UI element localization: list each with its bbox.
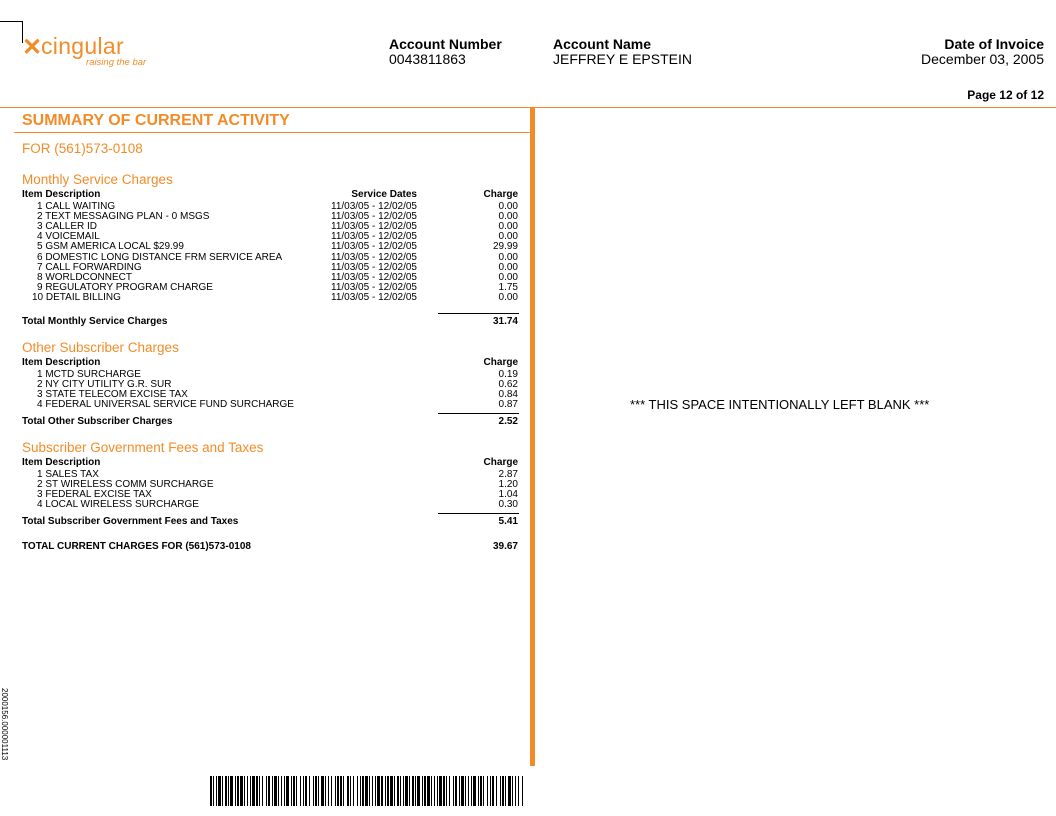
charge-description: 3 FEDERAL EXCISE TAX (37, 489, 152, 501)
charge-description: 4 LOCAL WIRELESS SURCHARGE (37, 499, 199, 511)
barcode-bar (213, 776, 214, 806)
barcode-bar (372, 776, 373, 806)
col-charge: Charge (483, 189, 518, 200)
barcode-bar (259, 776, 260, 806)
barcode-bar (300, 776, 301, 806)
barcode-bar (417, 776, 420, 806)
barcode-bar (268, 776, 270, 806)
gov-table-header (22, 458, 518, 468)
barcode-bar (250, 776, 251, 806)
barcode-bar (473, 776, 476, 806)
barcode-bar (305, 776, 307, 806)
barcode-bar (515, 776, 516, 806)
charge-amount: 0.62 (498, 379, 518, 391)
logo-tagline: raising the bar (86, 57, 147, 68)
barcode-bar (397, 776, 399, 806)
barcode-bar (362, 776, 364, 806)
barcode-bar (303, 776, 304, 806)
barcode-bar (353, 776, 354, 806)
subtotal-rule (438, 513, 519, 514)
barcode-bar (502, 776, 504, 806)
service-dates: 11/03/05 - 12/02/05 (331, 271, 417, 283)
barcode-bar (230, 776, 233, 806)
charge-description: 5 GSM AMERICA LOCAL $29.99 (37, 241, 184, 253)
barcode-bar (508, 776, 511, 806)
charge-amount: 0.00 (498, 271, 518, 283)
other-total-row (22, 417, 518, 427)
charge-amount: 1.04 (498, 489, 518, 501)
barcode-bar (365, 776, 368, 806)
crop-mark (0, 21, 22, 22)
barcode-bar (360, 776, 361, 806)
barcode-bar (222, 776, 223, 806)
barcode-bar (377, 776, 380, 806)
barcode-bar (337, 776, 339, 806)
barcode-bar (446, 776, 447, 806)
barcode-bar (357, 776, 358, 806)
barcode-bar (293, 776, 295, 806)
barcode-bar (405, 776, 408, 806)
charge-amount: 1.75 (498, 281, 518, 293)
service-dates: 11/03/05 - 12/02/05 (331, 221, 417, 233)
charge-amount: 2.87 (498, 469, 518, 480)
barcode-bar (262, 776, 263, 806)
col-item-description: Item Description (22, 457, 101, 468)
barcode-bar (409, 776, 410, 806)
barcode-bar (318, 776, 319, 806)
barcode-bar (347, 776, 349, 806)
col-charge: Charge (483, 357, 518, 368)
barcode-bar (325, 776, 326, 806)
charge-description: 7 CALL FORWARDING (37, 261, 142, 273)
charge-description: 1 MCTD SURCHARGE (37, 369, 141, 380)
charge-description: 2 TEXT MESSAGING PLAN - 0 MSGS (37, 211, 210, 223)
charge-description: 4 FEDERAL UNIVERSAL SERVICE FUND SURCHARGE (37, 399, 294, 411)
other-table-header (22, 358, 518, 368)
col-charge: Charge (483, 457, 518, 468)
charge-description: 2 ST WIRELESS COMM SURCHARGE (37, 479, 214, 491)
blank-space-notice: *** THIS SPACE INTENTIONALLY LEFT BLANK *** (630, 397, 930, 412)
barcode-bar (403, 776, 404, 806)
barcode-bar (315, 776, 317, 806)
barcode-bar (427, 776, 430, 806)
barcode-bar (281, 776, 282, 806)
col-service-dates: Service Dates (351, 189, 417, 200)
grand-total-value: 39.67 (492, 541, 518, 552)
barcode-bar (210, 776, 212, 806)
charge-description: 1 SALES TAX (37, 469, 99, 480)
barcode-bar (434, 776, 435, 806)
barcode-bar (313, 776, 314, 806)
service-dates: 11/03/05 - 12/02/05 (331, 261, 417, 273)
barcode-bar (228, 776, 229, 806)
barcode-bar (480, 776, 482, 806)
charge-amount: 0.87 (498, 399, 518, 411)
monthly-charges-title: Monthly Service Charges (22, 172, 173, 187)
account-number: 0043811863 (389, 51, 466, 67)
barcode-bar (422, 776, 423, 806)
monthly-total-label: Total Monthly Service Charges (22, 316, 168, 327)
col-item-description: Item Description (22, 357, 101, 368)
barcode-bar (400, 776, 401, 806)
barcode-bar (216, 776, 217, 806)
logo-mark-icon: ✕ (22, 34, 43, 61)
barcode-bar (369, 776, 370, 806)
other-total-label: Total Other Subscriber Charges (22, 416, 173, 427)
charge-description: 1 CALL WAITING (37, 201, 116, 212)
barcode (210, 776, 524, 806)
page-number: Page 12 of 12 (967, 88, 1044, 102)
charge-description: 2 NY CITY UTILITY G.R. SUR (37, 379, 172, 391)
barcode-bar (487, 776, 488, 806)
service-dates: 11/03/05 - 12/02/05 (331, 201, 417, 212)
barcode-bar (505, 776, 506, 806)
barcode-bar (309, 776, 310, 806)
barcode-bar (455, 776, 457, 806)
barcode-bar (390, 776, 393, 806)
col-item-description: Item Description (22, 189, 101, 200)
barcode-bar (291, 776, 292, 806)
barcode-bar (518, 776, 519, 806)
other-charges-title: Other Subscriber Charges (22, 340, 179, 355)
barcode-bar (387, 776, 389, 806)
monthly-total-value: 31.74 (492, 316, 518, 327)
charge-amount: 0.30 (498, 499, 518, 511)
charge-amount: 29.99 (492, 241, 518, 253)
charge-amount: 0.00 (498, 251, 518, 263)
barcode-bar (496, 776, 497, 806)
monthly-table-header (22, 190, 518, 200)
barcode-bar (483, 776, 484, 806)
barcode-bar (286, 776, 289, 806)
header-divider (0, 107, 1056, 108)
barcode-bar (272, 776, 273, 806)
charge-amount: 0.00 (498, 201, 518, 212)
monthly-total-row (22, 317, 518, 327)
barcode-bar (490, 776, 491, 806)
phone-line-heading: FOR (561)573-0108 (22, 141, 143, 156)
charge-amount: 0.00 (498, 211, 518, 223)
barcode-bar (274, 776, 277, 806)
barcode-bar (453, 776, 454, 806)
barcode-bar (237, 776, 239, 806)
barcode-bar (478, 776, 479, 806)
charge-amount: 0.00 (498, 291, 518, 303)
barcode-bar (328, 776, 329, 806)
charge-description: 6 DOMESTIC LONG DISTANCE FRM SERVICE AREA (37, 251, 283, 263)
charge-description: 8 WORLDCONNECT (37, 271, 133, 283)
service-dates: 11/03/05 - 12/02/05 (331, 231, 417, 243)
charge-description: 4 VOICEMAIL (37, 231, 100, 243)
barcode-bar (218, 776, 221, 806)
summary-divider (14, 132, 530, 133)
charge-amount: 0.00 (498, 261, 518, 273)
other-total-value: 2.52 (498, 416, 518, 427)
barcode-bar (256, 776, 258, 806)
logo-wordmark: cingular (41, 33, 124, 59)
charge-description: 3 CALLER ID (37, 221, 98, 233)
account-name: JEFFREY E EPSTEIN (553, 51, 692, 67)
barcode-bar (465, 776, 466, 806)
gov-total-label: Total Subscriber Government Fees and Taxes (22, 516, 239, 527)
barcode-bar (512, 776, 513, 806)
barcode-bar (296, 776, 297, 806)
grand-total-row (22, 542, 518, 552)
barcode-bar (266, 776, 267, 806)
service-dates: 11/03/05 - 12/02/05 (331, 291, 417, 303)
summary-title: SUMMARY OF CURRENT ACTIVITY (22, 112, 290, 129)
charge-description: 9 REGULATORY PROGRAM CHARGE (37, 281, 213, 293)
barcode-bar (522, 776, 523, 806)
barcode-bar (385, 776, 386, 806)
barcode-bar (247, 776, 248, 806)
document-code: 2000156.000001113 (0, 688, 9, 761)
barcode-bar (321, 776, 324, 806)
barcode-bar (240, 776, 243, 806)
invoice-date-label: Date of Invoice (944, 36, 1044, 52)
barcode-bar (394, 776, 395, 806)
barcode-bar (331, 776, 332, 806)
charge-row (22, 293, 518, 303)
charge-amount: 0.19 (498, 369, 518, 380)
gov-fees-title: Subscriber Government Fees and Taxes (22, 440, 264, 455)
charge-amount: 0.84 (498, 389, 518, 401)
barcode-bar (439, 776, 442, 806)
barcode-bar (500, 776, 501, 806)
barcode-bar (284, 776, 285, 806)
barcode-bar (244, 776, 245, 806)
account-name-label: Account Name (553, 36, 652, 52)
barcode-bar (381, 776, 383, 806)
account-number-label: Account Number (389, 36, 502, 52)
invoice-date: December 03, 2005 (921, 51, 1044, 67)
charge-description: 3 STATE TELECOM EXCISE TAX (37, 389, 188, 401)
gov-total-row (22, 517, 518, 527)
gov-total-value: 5.41 (498, 516, 518, 527)
barcode-bar (235, 776, 236, 806)
barcode-bar (335, 776, 336, 806)
barcode-bar (225, 776, 227, 806)
service-dates: 11/03/05 - 12/02/05 (331, 281, 417, 293)
grand-total-label: TOTAL CURRENT CHARGES FOR (561)573-0108 (22, 541, 251, 552)
barcode-bar (459, 776, 460, 806)
charge-row (22, 500, 518, 510)
service-dates: 11/03/05 - 12/02/05 (331, 251, 417, 263)
barcode-bar (350, 776, 351, 806)
barcode-bar (471, 776, 472, 806)
charge-row (22, 400, 518, 410)
column-divider (530, 108, 535, 766)
barcode-bar (461, 776, 464, 806)
charge-amount: 0.00 (498, 221, 518, 233)
barcode-bar (278, 776, 279, 806)
subtotal-rule (438, 313, 519, 314)
charge-description: 10 DETAIL BILLING (32, 291, 121, 303)
barcode-bar (343, 776, 344, 806)
barcode-bar (375, 776, 376, 806)
barcode-bar (492, 776, 494, 806)
charge-amount: 0.00 (498, 231, 518, 243)
charge-row (22, 242, 518, 252)
barcode-bar (431, 776, 432, 806)
barcode-bar (424, 776, 426, 806)
barcode-bar (340, 776, 342, 806)
barcode-bar (412, 776, 414, 806)
barcode-bar (443, 776, 445, 806)
charge-amount: 1.20 (498, 479, 518, 491)
service-dates: 11/03/05 - 12/02/05 (331, 211, 417, 223)
barcode-bar (449, 776, 450, 806)
barcode-bar (252, 776, 255, 806)
barcode-bar (468, 776, 469, 806)
barcode-bar (415, 776, 416, 806)
subtotal-rule (438, 413, 519, 414)
barcode-bar (437, 776, 438, 806)
service-dates: 11/03/05 - 12/02/05 (331, 241, 417, 253)
